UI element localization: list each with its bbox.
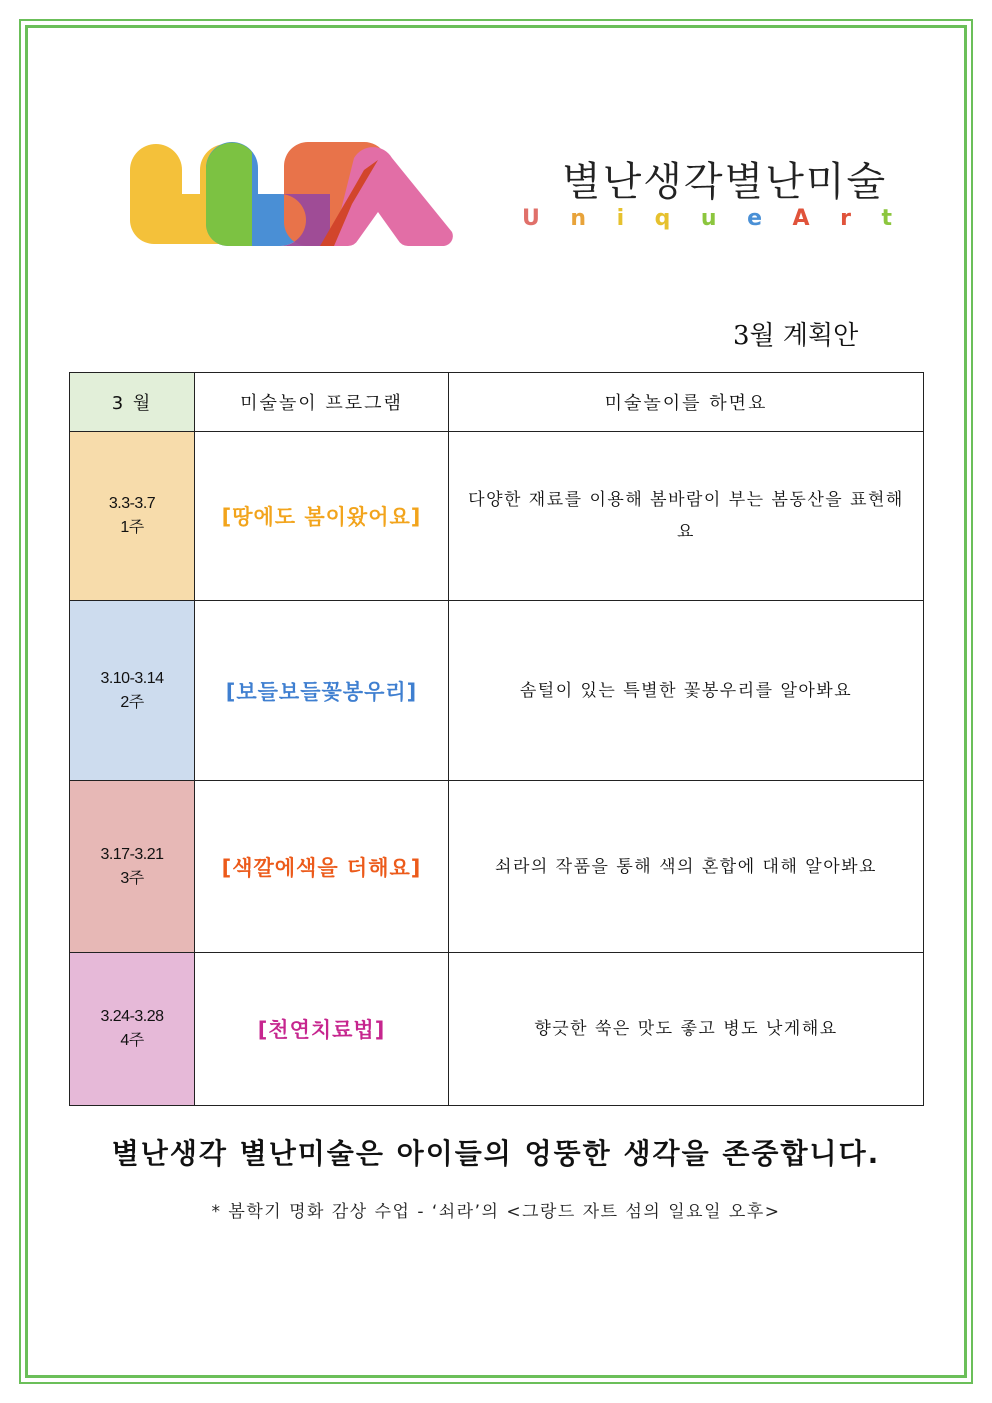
week-cell <box>70 432 195 601</box>
table-row <box>70 781 924 953</box>
week-cell <box>70 953 195 1106</box>
schedule-table <box>69 372 924 1106</box>
header-program: 미술놀이 프로그램 <box>195 373 449 432</box>
week-number: 1주 <box>120 519 144 536</box>
slogan: 별난생각 별난미술은 아이들의 엉뚱한 생각을 존중합니다. <box>111 1137 881 1170</box>
week-range: 3.10-3.14 <box>100 669 164 687</box>
program-description: 솜털이 있는 특별한 꽃봉우리를 알아봐요 <box>449 601 924 781</box>
program-title: [보들보들꽃봉우리] <box>195 601 449 781</box>
program-title: [땅에도 봄이왔어요] <box>195 432 449 601</box>
brand-letter: U <box>522 205 540 231</box>
week-range: 3.24-3.28 <box>100 1008 164 1025</box>
week-cell <box>70 601 195 781</box>
header-month: 3 월 <box>70 373 195 432</box>
header-description: 미술놀이를 하면요 <box>449 373 924 432</box>
week-number: 3주 <box>120 869 144 887</box>
week-range: 3.17-3.21 <box>100 845 164 863</box>
week-number: 2주 <box>120 693 144 711</box>
program-description: 다양한 재료를 이용해 봄바람이 부는 봄동산을 표현해요 <box>449 432 924 601</box>
brand-letter: A <box>792 205 810 231</box>
table-row <box>70 601 924 781</box>
brand-letter: r <box>840 205 851 231</box>
week-range: 3.3-3.7 <box>108 495 156 512</box>
table-row <box>70 432 924 601</box>
program-description: 향긋한 쑥은 맛도 좋고 병도 낫게해요 <box>449 953 924 1106</box>
week-cell <box>70 781 195 953</box>
brand-letter: e <box>747 205 763 231</box>
program-title: [색깔에색을 더해요] <box>195 781 449 953</box>
brand-letter: u <box>700 205 717 231</box>
table-header-row <box>70 373 924 432</box>
brand-letter: n <box>570 205 587 231</box>
brand-letter: i <box>616 205 625 231</box>
program-title: [천연치료법] <box>195 953 449 1106</box>
program-description: 쇠라의 작품을 통해 색의 혼합에 대해 알아봐요 <box>449 781 924 953</box>
logo-green-shape <box>206 143 252 246</box>
brand-name-korean: 별난생각별난미술 <box>562 159 888 205</box>
brand-letter: q <box>654 205 671 231</box>
brand-letter: t <box>881 205 892 231</box>
brand-logo <box>128 140 458 246</box>
brand-name-english <box>522 203 892 233</box>
week-number: 4주 <box>120 1032 144 1049</box>
footnote: * 봄학기 명화 감상 수업 - ‘쇠라’의 <그랑드 자트 섬의 일요일 오후> <box>211 1202 781 1222</box>
plan-title: 3월 계획안 <box>733 321 859 351</box>
table-row <box>70 953 924 1106</box>
